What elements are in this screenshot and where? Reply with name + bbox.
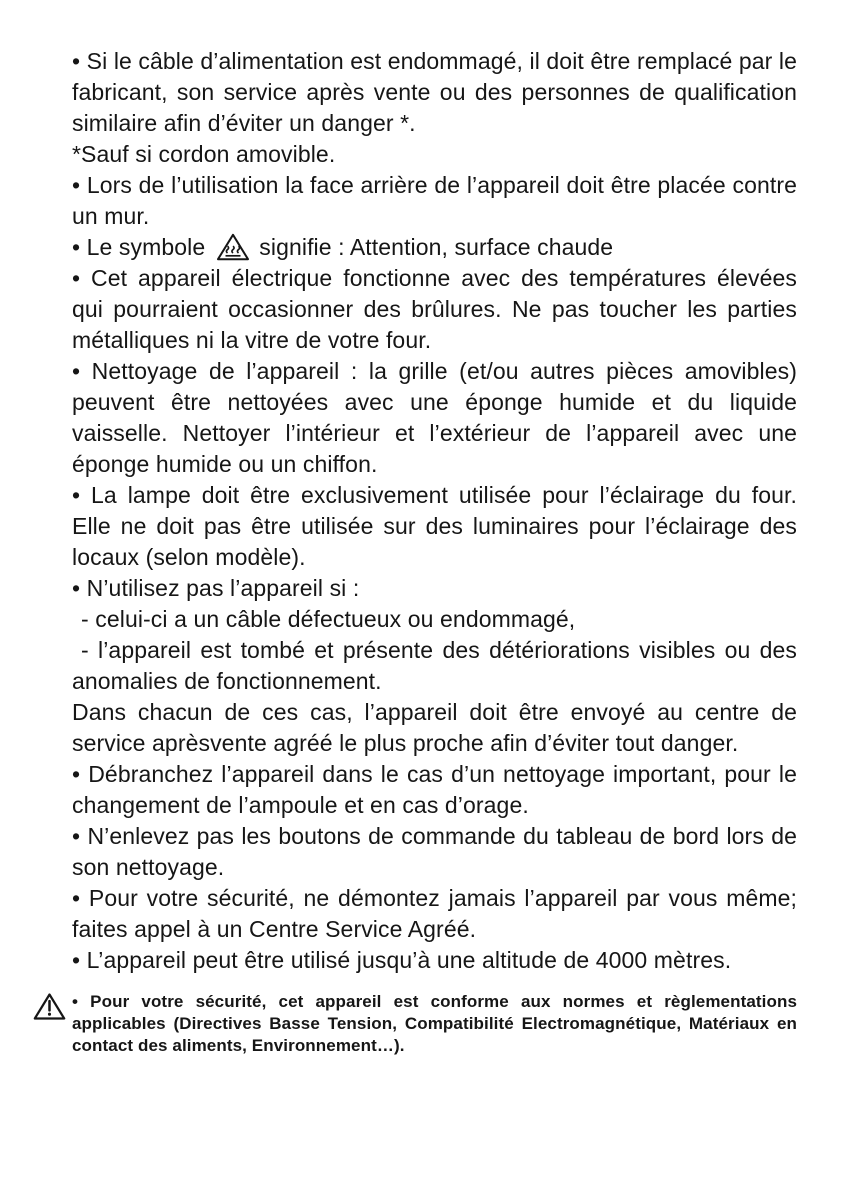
safety-paragraph-do-not-use: • N’utilisez pas l’appareil si : [72,575,360,601]
safety-paragraph-cleaning: • Nettoyage de l’appareil : la grille (et/ou autres pièces amovibles) peuvent être nettoyées avec une éponge humide et du liquide vaisselle. Nettoyer l’intérieur et l’extérieur de l’appareil avec une éponge humide ou un chiffon. [72,358,797,477]
compliance-text: • Pour votre sécurité, cet appareil est conforme aux normes et règlementations applicables (Directives Basse Tension, Compatibilité Electromagnétique, Matériaux en contact des aliments, Environnement…). [72,992,797,1055]
symbol-line-before: • Le symbole [72,234,206,260]
safety-paragraph-hot-parts: • Cet appareil électrique fonctionne avec des températures élevées qui pourraient occasionner des brûlures. Ne pas toucher les parties métalliques ni la vitre de votre four. [72,265,797,353]
safety-paragraph-cable: • Si le câble d’alimentation est endommagé, il doit être remplacé par le fabricant, son service après vente ou des personnes de qualification similaire afin d’éviter un danger *. [72,48,797,136]
safety-paragraph-no-disassembly: • Pour votre sécurité, ne démontez jamais l’appareil par vous même; faites appel à un Centre Service Agréé. [72,885,797,942]
safety-paragraph-altitude: • L’appareil peut être utilisé jusqu’à une altitude de 4000 mètres. [72,947,732,973]
hot-surface-icon [216,232,250,262]
safety-instructions [72,46,797,976]
symbol-line-after: signifie : Attention, surface chaude [259,234,614,260]
safety-paragraph-lamp: • La lampe doit être exclusivement utilisée pour l’éclairage du four. Elle ne doit pas être utilisée sur des luminaires pour l’éclairage des locaux (selon modèle). [72,482,797,570]
safety-paragraph-knobs: • N’enlevez pas les boutons de commande du tableau de bord lors de son nettoyage. [72,823,797,880]
safety-paragraph-footnote-cord: *Sauf si cordon amovible. [72,141,336,167]
safety-subitem-dropped: - l’appareil est tombé et présente des détériorations visibles ou des anomalies de fonctionnement. [72,637,797,694]
safety-paragraph-service-center: Dans chacun de ces cas, l’appareil doit être envoyé au centre de service aprèsvente agréé le plus proche afin d’éviter tout danger. [72,699,797,756]
safety-paragraph-unplug: • Débranchez l’appareil dans le cas d’un nettoyage important, pour le changement de l’ampoule et en cas d’orage. [72,761,797,818]
warning-triangle-icon [33,992,66,1021]
safety-paragraph-wall: • Lors de l’utilisation la face arrière de l’appareil doit être placée contre un mur. [72,172,797,229]
safety-paragraph-symbol [72,232,797,263]
safety-subitem-defective-cable: - celui-ci a un câble défectueux ou endommagé, [81,606,576,632]
compliance-note [72,991,797,1057]
